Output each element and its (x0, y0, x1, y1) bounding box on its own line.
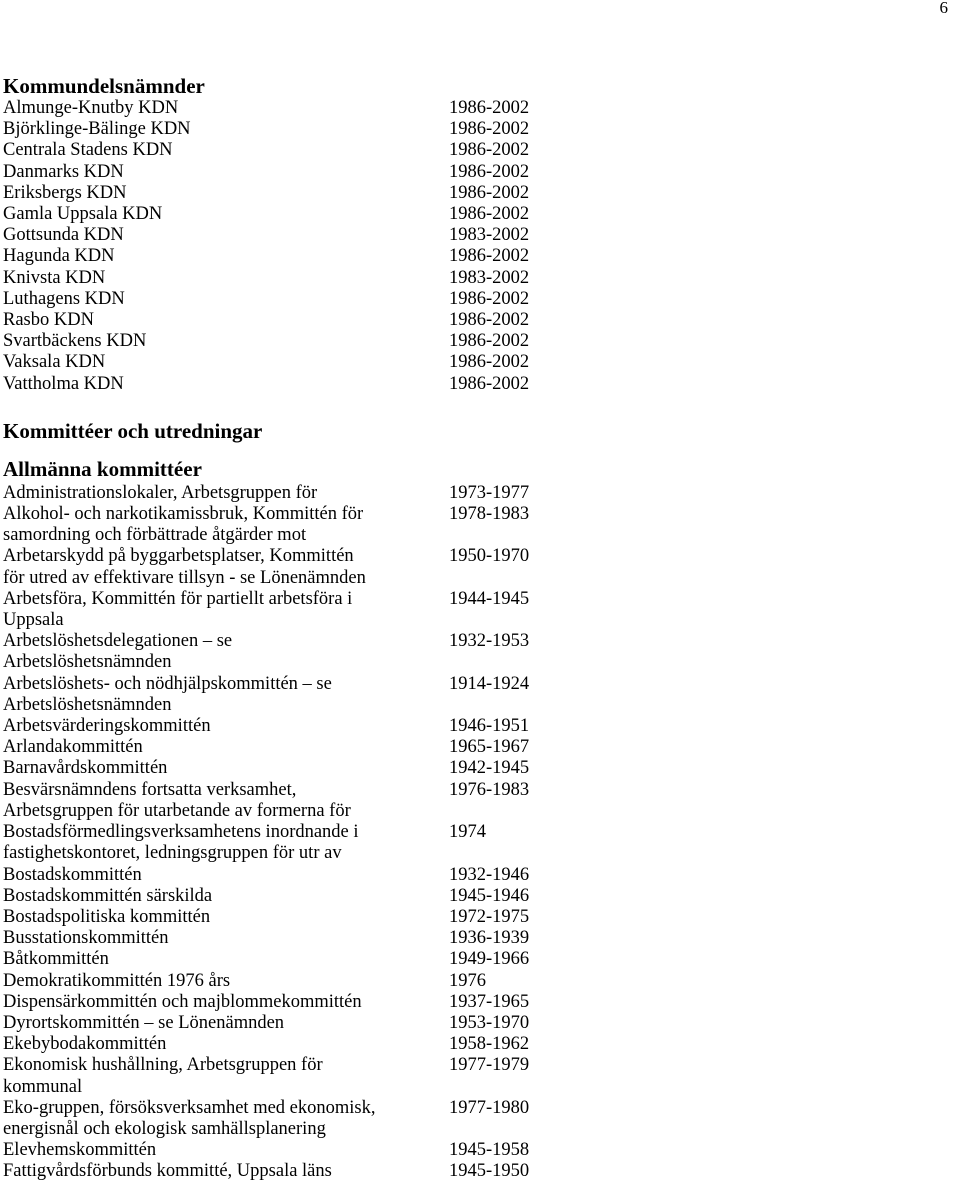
entry-name: Svartbäckens KDN (3, 331, 147, 352)
entry-name: Knivsta KDN (3, 267, 106, 288)
list-item (3, 183, 923, 204)
entry-years: 1942-1945 (449, 758, 530, 779)
entry-name: Vattholma KDN (3, 373, 124, 394)
list-item (3, 758, 923, 779)
entry-years: 1983-2002 (449, 267, 530, 288)
entry-name: Ekebybodakommittén (3, 1034, 167, 1055)
entry-years: 1945-1950 (449, 1161, 530, 1182)
entry-name: Danmarks KDN (3, 161, 124, 182)
list-item (3, 98, 923, 119)
entry-years: 1936-1939 (449, 928, 530, 949)
entry-name: Bostadskommittén (3, 864, 142, 885)
entry-years: 1953-1970 (449, 1012, 530, 1033)
list-item (3, 268, 923, 289)
entry-years: 1950-1970 (449, 546, 530, 567)
entry-name: Arbetslöshetsnämnden (3, 694, 172, 715)
list-item (3, 737, 923, 758)
list-item (3, 843, 923, 864)
entry-name: Barnavårdskommittén (3, 758, 168, 779)
entry-name: för utred av effektivare tillsyn - se Lönenämnden (3, 567, 366, 588)
list-item (3, 1140, 923, 1161)
list-item (3, 631, 923, 652)
entry-years: 1945-1946 (449, 885, 530, 906)
entry-name: Besvärsnämndens fortsatta verksamhet, (3, 779, 297, 800)
entry-years: 1986-2002 (449, 204, 530, 225)
list-item (3, 865, 923, 886)
entry-name: Dispensärkommittén och majblommekommittén (3, 991, 362, 1012)
entry-years: 1978-1983 (449, 504, 530, 525)
entry-name: energisnål och ekologisk samhällsplanering (3, 1118, 326, 1139)
entry-years: 1945-1958 (449, 1140, 530, 1161)
entry-years: 1986-2002 (449, 331, 530, 352)
entry-name: Busstationskommittén (3, 928, 169, 949)
list-item (3, 204, 923, 225)
page-number: 6 (939, 0, 948, 17)
list-item (3, 1161, 923, 1182)
entry-years: 1914-1924 (449, 673, 530, 694)
entry-name: Arbetslöshetsnämnden (3, 652, 172, 673)
committee-list (3, 483, 923, 1183)
entry-years: 1977-1979 (449, 1055, 530, 1076)
list-item (3, 483, 923, 504)
entry-years: 1944-1945 (449, 588, 530, 609)
list-item (3, 652, 923, 673)
list-item (3, 1055, 923, 1076)
entry-years: 1986-2002 (449, 373, 530, 394)
list-item (3, 119, 923, 140)
entry-years: 1986-2002 (449, 98, 530, 118)
entry-years: 1986-2002 (449, 246, 530, 267)
entry-years: 1932-1953 (449, 631, 530, 652)
entry-years: 1937-1965 (449, 991, 530, 1012)
list-item (3, 716, 923, 737)
list-item (3, 504, 923, 525)
entry-years: 1965-1967 (449, 737, 530, 758)
entry-years: 1986-2002 (449, 288, 530, 309)
entry-years: 1946-1951 (449, 716, 530, 737)
list-item (3, 1077, 923, 1098)
entry-years: 1986-2002 (449, 161, 530, 182)
list-item (3, 1119, 923, 1140)
list-item (3, 949, 923, 970)
list-item (3, 822, 923, 843)
entry-name: samordning och förbättrade åtgärder mot (3, 525, 307, 546)
list-item (3, 992, 923, 1013)
entry-years: 1932-1946 (449, 864, 530, 885)
entry-name: Administrationslokaler, Arbetsgruppen för (3, 482, 318, 503)
entry-name: Bostadsförmedlingsverksamhetens inordnande i (3, 822, 359, 843)
list-item (3, 971, 923, 992)
entry-name: Hagunda KDN (3, 246, 115, 267)
entry-name: kommunal (3, 1076, 83, 1097)
entry-years: 1958-1962 (449, 1034, 530, 1055)
entry-years: 1972-1975 (449, 906, 530, 927)
entry-years: 1977-1980 (449, 1097, 530, 1118)
entry-name: Gottsunda KDN (3, 225, 124, 246)
list-item (3, 352, 923, 373)
list-item (3, 225, 923, 246)
entry-name: Bostadspolitiska kommittén (3, 906, 211, 927)
entry-years: 1986-2002 (449, 119, 530, 140)
entry-years: 1974 (449, 822, 486, 843)
list-item (3, 246, 923, 267)
entry-name: Alkohol- och narkotikamissbruk, Kommittén för (3, 504, 364, 525)
kdn-list (3, 98, 923, 395)
entry-name: Arbetarskydd på byggarbetsplatser, Kommittén (3, 546, 354, 567)
entry-name: Uppsala (3, 610, 64, 631)
entry-name: Båtkommittén (3, 949, 109, 970)
entry-name: Eriksbergs KDN (3, 182, 127, 203)
section-heading-kommitteer: Kommittéer och utredningar (3, 418, 263, 443)
entry-years: 1973-1977 (449, 482, 530, 503)
list-item (3, 310, 923, 331)
entry-name: fastighetskontoret, ledningsgruppen för utr av (3, 843, 342, 864)
list-item (3, 589, 923, 610)
entry-name: Eko-gruppen, försöksverksamhet med ekonomisk, (3, 1097, 376, 1118)
entry-name: Vaksala KDN (3, 352, 106, 373)
list-item (3, 1013, 923, 1034)
entry-years: 1976 (449, 970, 486, 991)
entry-name: Demokratikommittén 1976 års (3, 970, 231, 991)
list-item (3, 289, 923, 310)
list-item (3, 331, 923, 352)
entry-name: Björklinge-Bälinge KDN (3, 119, 191, 140)
entry-name: Centrala Stadens KDN (3, 140, 173, 161)
entry-name: Dyrortskommittén – se Lönenämnden (3, 1012, 285, 1033)
entry-name: Arbetslöshets- och nödhjälpskommittén – se (3, 673, 332, 694)
entry-name: Rasbo KDN (3, 310, 94, 331)
entry-name: Luthagens KDN (3, 288, 125, 309)
list-item (3, 928, 923, 949)
list-item (3, 674, 923, 695)
document-body (3, 72, 923, 1183)
entry-name: Arbetsvärderingskommittén (3, 716, 211, 737)
list-item (3, 525, 923, 546)
list-item (3, 780, 923, 801)
entry-years: 1986-2002 (449, 352, 530, 373)
entry-years: 1986-2002 (449, 310, 530, 331)
subheading-allmanna-kommitteer: Allmänna kommittéer (3, 456, 202, 481)
entry-years: 1986-2002 (449, 140, 530, 161)
list-item (3, 1098, 923, 1119)
entry-years: 1983-2002 (449, 225, 530, 246)
entry-name: Ekonomisk hushållning, Arbetsgruppen för (3, 1055, 323, 1076)
list-item (3, 907, 923, 928)
entry-name: Arlandakommittén (3, 737, 143, 758)
entry-name: Fattigvårdsförbunds kommitté, Uppsala läns (3, 1161, 332, 1182)
list-item (3, 374, 923, 395)
list-item (3, 546, 923, 567)
entry-years: 1976-1983 (449, 779, 530, 800)
list-item (3, 610, 923, 631)
entry-name: Arbetsföra, Kommittén för partiellt arbetsföra i (3, 588, 353, 609)
entry-name: Gamla Uppsala KDN (3, 204, 163, 225)
list-item (3, 801, 923, 822)
entry-years: 1986-2002 (449, 182, 530, 203)
list-item (3, 1034, 923, 1055)
list-item (3, 886, 923, 907)
list-item (3, 162, 923, 183)
entry-name: Arbetsgruppen för utarbetande av formerna för (3, 800, 351, 821)
section-heading-kommundelsnamnder: Kommundelsnämnder (3, 74, 205, 98)
entry-name: Arbetslöshetsdelegationen – se (3, 631, 233, 652)
entry-name: Almunge-Knutby KDN (3, 98, 179, 118)
entry-years: 1949-1966 (449, 949, 530, 970)
entry-name: Bostadskommittén särskilda (3, 885, 213, 906)
list-item (3, 695, 923, 716)
list-item (3, 140, 923, 161)
entry-name: Elevhemskommittén (3, 1140, 157, 1161)
list-item (3, 568, 923, 589)
